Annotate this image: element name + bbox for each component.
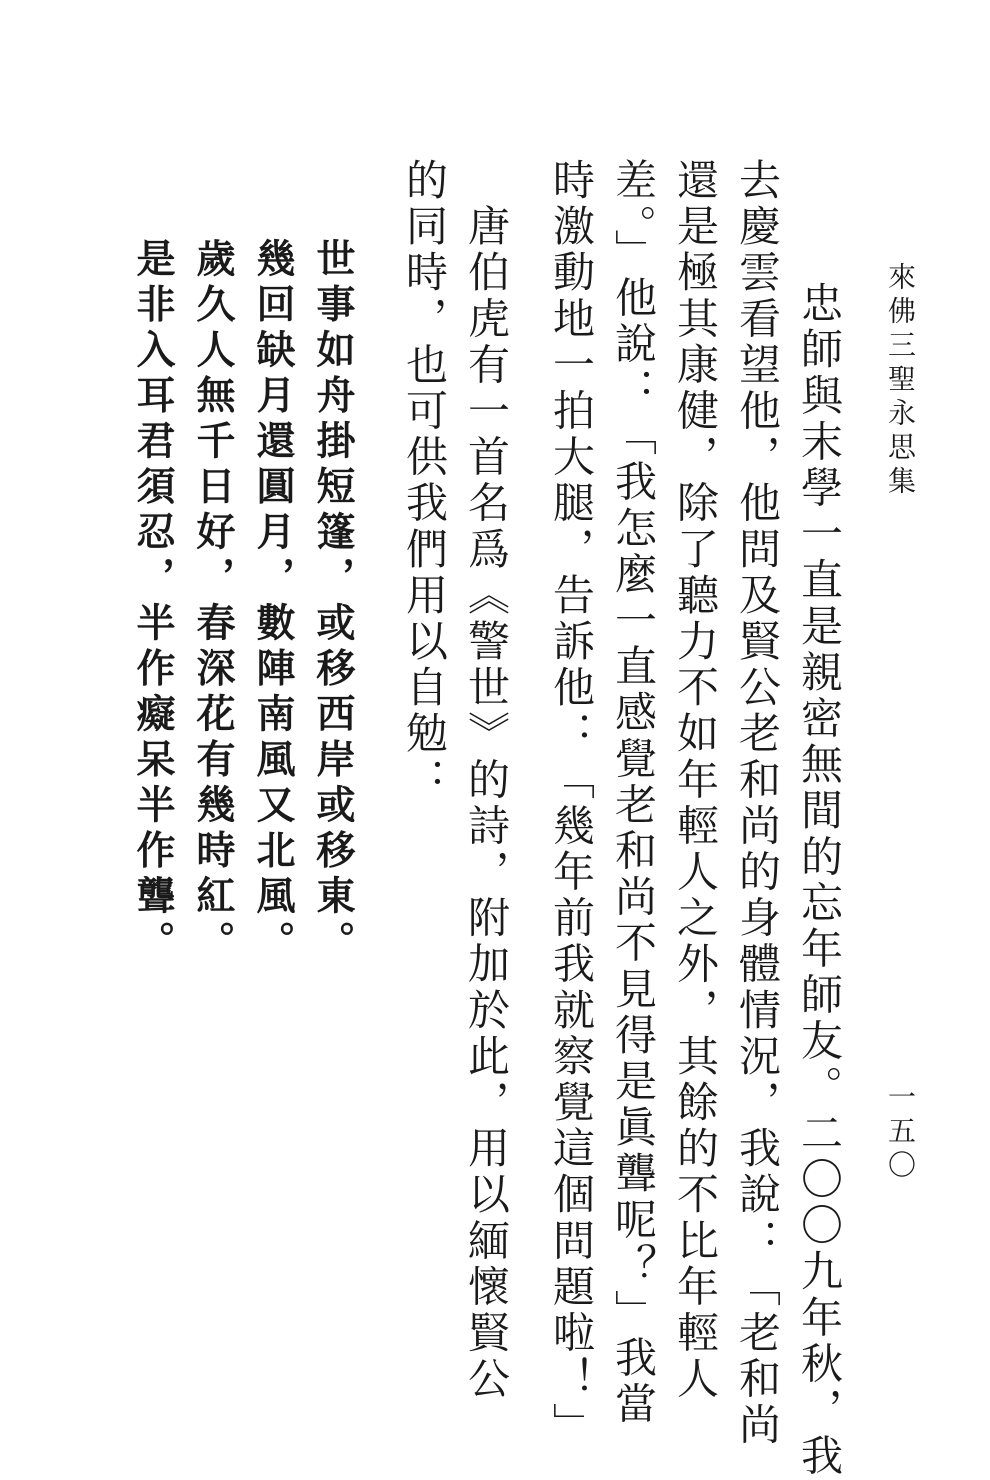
poem-line-1: 世事如舟掛短篷，或移西岸或移東。 <box>310 238 355 966</box>
body-line-3: 還是極其康健，除了聽力不如年輕人之外，其餘的不比年輕人 <box>671 158 720 1403</box>
poem-line-4: 是非入耳君須忍，半作癡呆半作聾。 <box>130 238 175 966</box>
body-line-6: 唐伯虎有一首名爲《警世》的詩，附加於此，用以緬懷賢公 <box>462 158 511 1403</box>
body-line-2: 去慶雲看望他，他問及賢公老和尚的身體情況，我說：「老和尚 <box>733 158 782 1449</box>
page-number: 一五〇 <box>884 1082 917 1184</box>
body-line-5: 時激動地一拍大腿，告訴他：「幾年前我就察覺這個問題啦！」 <box>547 158 596 1449</box>
poem-line-3: 歲久人無千日好，春深花有幾時紅。 <box>190 238 235 966</box>
body-line-4: 差。」他說：「我怎麼一直感覺老和尚不見得是眞聾呢？」我當 <box>609 158 658 1428</box>
body-line-7: 的同時，也可供我們用以自勉： <box>400 158 449 804</box>
running-header-title: 來佛三聖永思集 <box>884 262 917 500</box>
body-line-1: 忠師與末學一直是親密無間的忘年師友。二〇〇九年秋，我 <box>795 235 844 1480</box>
poem-line-2: 幾回缺月還圓月，數陣南風又北風。 <box>250 238 295 966</box>
